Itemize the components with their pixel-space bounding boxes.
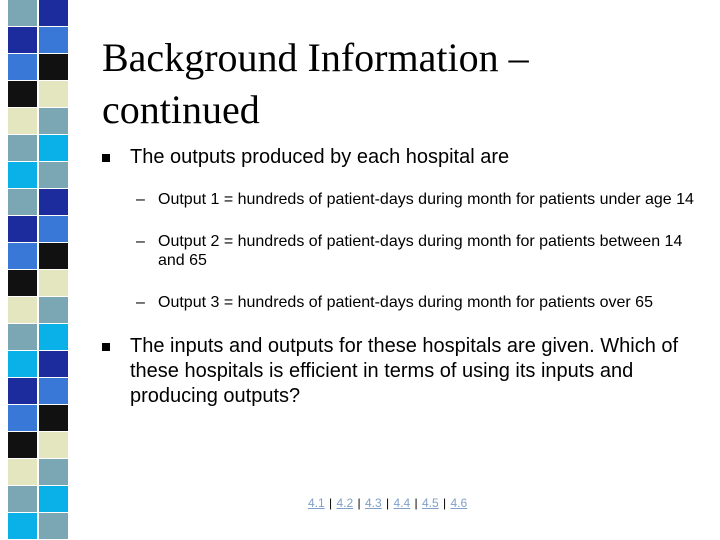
strip-tile — [39, 405, 68, 431]
strip-tile — [8, 27, 37, 53]
slide-title: Background Information – continued — [102, 35, 529, 132]
bullet-text: The outputs produced by each hospital are — [130, 146, 510, 168]
strip-tile — [8, 54, 37, 80]
square-bullet-icon — [102, 154, 110, 162]
nav-separator: | — [329, 496, 333, 510]
strip-tile — [8, 135, 37, 161]
bullet-item-outputs — [100, 145, 700, 170]
strip-tile — [39, 216, 68, 242]
strip-tile — [39, 270, 68, 296]
nav-link-4-5[interactable]: 4.5 — [422, 496, 439, 510]
bullet-text: The inputs and outputs for these hospitals are given. Which of these hospitals is efficient in terms of using its inputs and producing outputs? — [130, 335, 679, 407]
strip-tile — [8, 513, 37, 539]
strip-tile — [39, 108, 68, 134]
nav-separator: | — [357, 496, 361, 510]
sub-bullet-text: Output 3 = hundreds of patient-days during month for patients over 65 — [158, 294, 653, 311]
strip-tile — [8, 189, 37, 215]
strip-tile — [39, 189, 68, 215]
sub-bullet-text: Output 1 = hundreds of patient-days during month for patients under age 14 — [158, 191, 694, 208]
square-bullet-icon — [102, 343, 110, 351]
strip-tile — [8, 405, 37, 431]
sub-bullet-output-2 — [100, 232, 700, 270]
strip-tile — [39, 297, 68, 323]
strip-tile — [8, 81, 37, 107]
strip-tile — [8, 459, 37, 485]
strip-tile — [39, 135, 68, 161]
strip-tile — [8, 351, 37, 377]
strip-tile — [39, 81, 68, 107]
nav-separator: | — [443, 496, 447, 510]
strip-tile — [39, 459, 68, 485]
strip-tile — [8, 486, 37, 512]
nav-link-4-6[interactable]: 4.6 — [450, 496, 468, 510]
strip-tile — [39, 513, 68, 539]
strip-tile — [39, 162, 68, 188]
dash-icon: – — [136, 294, 145, 311]
nav-link-4-1[interactable]: 4.1 — [308, 496, 325, 510]
nav-separator: | — [386, 496, 390, 510]
strip-tile — [39, 54, 68, 80]
strip-tile — [8, 216, 37, 242]
strip-tile — [8, 378, 37, 404]
dash-icon: – — [136, 233, 145, 250]
strip-tile — [39, 27, 68, 53]
nav-link-4-2[interactable]: 4.2 — [336, 496, 354, 510]
strip-tile — [8, 162, 37, 188]
slide-body — [100, 145, 700, 409]
sub-bullet-text: Output 2 = hundreds of patient-days during month for patients between 14 and 65 — [158, 233, 683, 269]
strip-tile — [39, 432, 68, 458]
dash-icon: – — [136, 191, 145, 208]
sub-bullet-output-3 — [100, 293, 700, 312]
strip-tile — [8, 297, 37, 323]
strip-tile — [39, 378, 68, 404]
strip-tile — [8, 108, 37, 134]
decorative-strip — [0, 0, 74, 540]
strip-tile — [39, 351, 68, 377]
sub-bullet-output-1 — [100, 190, 700, 209]
strip-tile — [8, 270, 37, 296]
strip-tile — [8, 324, 37, 350]
strip-tile — [39, 0, 68, 26]
bullet-item-question — [100, 334, 700, 409]
strip-tile — [39, 243, 68, 269]
strip-tile — [8, 243, 37, 269]
strip-tile — [39, 486, 68, 512]
strip-tile — [8, 0, 37, 26]
nav-separator: | — [414, 496, 418, 510]
nav-link-4-4[interactable]: 4.4 — [393, 496, 411, 510]
strip-tile — [8, 432, 37, 458]
strip-tile — [39, 324, 68, 350]
section-nav — [308, 495, 467, 511]
nav-link-4-3[interactable]: 4.3 — [365, 496, 382, 510]
